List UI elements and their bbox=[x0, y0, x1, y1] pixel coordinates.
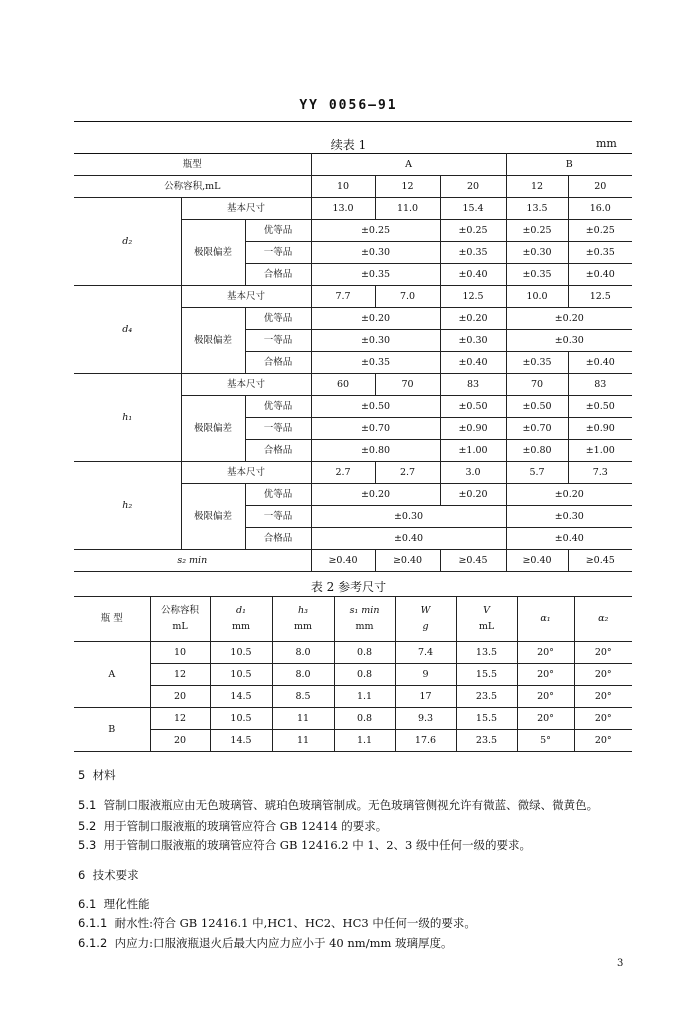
grade-label: 一等品 bbox=[245, 418, 311, 440]
value-cell: 7.0 bbox=[375, 286, 440, 308]
table-row bbox=[74, 198, 632, 220]
value-cell: 14.5 bbox=[210, 686, 272, 708]
header-cell: s₁ min mm bbox=[334, 597, 395, 642]
symbol-d4: d₄ bbox=[74, 286, 181, 374]
value-cell: 16.0 bbox=[568, 198, 632, 220]
value-cell: 12 bbox=[150, 664, 210, 686]
value-cell: ±0.35 bbox=[440, 242, 506, 264]
value-cell: 0.8 bbox=[334, 664, 395, 686]
value-cell: ±0.80 bbox=[311, 440, 440, 462]
value-cell: 12 bbox=[150, 708, 210, 730]
basic-size-label: 基本尺寸 bbox=[181, 286, 311, 308]
value-cell: ±0.40 bbox=[568, 352, 632, 374]
value-cell: 20 bbox=[150, 686, 210, 708]
value-cell: ±0.20 bbox=[311, 308, 440, 330]
header-cell: 瓶 型 bbox=[74, 597, 150, 642]
document-code: YY 0056—91 bbox=[299, 98, 398, 113]
symbol-h1: h₁ bbox=[74, 374, 181, 462]
value-cell: ±0.30 bbox=[506, 506, 632, 528]
table-row bbox=[74, 286, 632, 308]
section-5-3: 5.3 用于管制口服液瓶的玻璃管应符合 GB 12416.2 中 1、2、3 级中任何一级的要求。 bbox=[78, 838, 532, 852]
table-row bbox=[74, 550, 632, 572]
value-cell: 70 bbox=[375, 374, 440, 396]
section-5-heading: 5 材料 bbox=[78, 768, 116, 782]
table1 bbox=[74, 153, 632, 572]
bottle-type-cell: B bbox=[74, 708, 150, 752]
value-cell: ±0.40 bbox=[440, 352, 506, 374]
header-cell: 公称容积 mL bbox=[150, 597, 210, 642]
basic-size-label: 基本尺寸 bbox=[181, 374, 311, 396]
header-cell: α₂ bbox=[574, 597, 632, 642]
value-cell: 0.8 bbox=[334, 642, 395, 664]
value-cell: ±0.50 bbox=[440, 396, 506, 418]
limit-dev-label: 极限偏差 bbox=[181, 396, 245, 462]
value-cell: 70 bbox=[506, 374, 568, 396]
symbol-h2: h₂ bbox=[74, 462, 181, 550]
type-b-header: B bbox=[506, 154, 632, 176]
capacity-cell: 20 bbox=[440, 176, 506, 198]
value-cell: 9.3 bbox=[395, 708, 456, 730]
value-cell: 7.4 bbox=[395, 642, 456, 664]
value-cell: ±0.50 bbox=[568, 396, 632, 418]
value-cell: 5.7 bbox=[506, 462, 568, 484]
value-cell: ≥0.40 bbox=[311, 550, 375, 572]
value-cell: ±0.30 bbox=[506, 330, 632, 352]
table-row bbox=[74, 708, 632, 730]
value-cell: ±0.35 bbox=[311, 264, 440, 286]
value-cell: ±0.30 bbox=[506, 242, 568, 264]
value-cell: 17.6 bbox=[395, 730, 456, 752]
capacity-cell: 20 bbox=[568, 176, 632, 198]
value-cell: 13.0 bbox=[311, 198, 375, 220]
value-cell: ±0.90 bbox=[568, 418, 632, 440]
value-cell: 20° bbox=[517, 708, 574, 730]
table-header-row bbox=[74, 597, 632, 642]
value-cell: 0.8 bbox=[334, 708, 395, 730]
value-cell: 14.5 bbox=[210, 730, 272, 752]
grade-label: 合格品 bbox=[245, 264, 311, 286]
table2-caption: 表 2 参考尺寸 bbox=[310, 580, 387, 594]
value-cell: ±0.30 bbox=[440, 330, 506, 352]
value-cell: 8.0 bbox=[272, 642, 334, 664]
value-cell: 15.5 bbox=[456, 708, 517, 730]
value-cell: ±0.20 bbox=[506, 308, 632, 330]
value-cell: 13.5 bbox=[456, 642, 517, 664]
value-cell: 11 bbox=[272, 708, 334, 730]
value-cell: 15.4 bbox=[440, 198, 506, 220]
value-cell: ≥0.40 bbox=[375, 550, 440, 572]
value-cell: ±0.20 bbox=[311, 484, 440, 506]
value-cell: ±0.50 bbox=[311, 396, 440, 418]
value-cell: 8.5 bbox=[272, 686, 334, 708]
value-cell: ±0.40 bbox=[506, 528, 632, 550]
value-cell: 1.1 bbox=[334, 730, 395, 752]
table-row bbox=[74, 176, 632, 198]
grade-label: 一等品 bbox=[245, 506, 311, 528]
grade-label: 优等品 bbox=[245, 484, 311, 506]
value-cell: 20° bbox=[517, 642, 574, 664]
value-cell: 20° bbox=[574, 730, 632, 752]
grade-label: 优等品 bbox=[245, 396, 311, 418]
table-row bbox=[74, 686, 632, 708]
table-row bbox=[74, 664, 632, 686]
bottle-type-cell: A bbox=[74, 642, 150, 708]
value-cell: 5° bbox=[517, 730, 574, 752]
grade-label: 合格品 bbox=[245, 528, 311, 550]
value-cell: 20° bbox=[574, 664, 632, 686]
value-cell: ±0.25 bbox=[568, 220, 632, 242]
value-cell: 10.5 bbox=[210, 642, 272, 664]
grade-label: 合格品 bbox=[245, 352, 311, 374]
value-cell: ≥0.45 bbox=[568, 550, 632, 572]
section-6-1-2: 6.1.2 内应力:口服液瓶退火后最大内应力应小于 40 nm/mm 玻璃厚度。 bbox=[78, 936, 453, 950]
table-row bbox=[74, 154, 632, 176]
limit-dev-label: 极限偏差 bbox=[181, 484, 245, 550]
value-cell: 23.5 bbox=[456, 686, 517, 708]
capacity-label: 公称容积,mL bbox=[74, 176, 311, 198]
grade-label: 合格品 bbox=[245, 440, 311, 462]
value-cell: 11 bbox=[272, 730, 334, 752]
value-cell: 13.5 bbox=[506, 198, 568, 220]
value-cell: ±0.30 bbox=[311, 330, 440, 352]
value-cell: ±0.30 bbox=[311, 506, 506, 528]
header-cell: h₃ mm bbox=[272, 597, 334, 642]
capacity-cell: 10 bbox=[311, 176, 375, 198]
grade-label: 一等品 bbox=[245, 330, 311, 352]
table-row bbox=[74, 462, 632, 484]
page-number: 3 bbox=[617, 958, 624, 969]
grade-label: 优等品 bbox=[245, 308, 311, 330]
value-cell: ±0.20 bbox=[440, 484, 506, 506]
value-cell: ±0.35 bbox=[568, 242, 632, 264]
value-cell: 8.0 bbox=[272, 664, 334, 686]
table1-caption: 续表 1 bbox=[330, 138, 367, 152]
value-cell: 20° bbox=[517, 686, 574, 708]
value-cell: 10.5 bbox=[210, 708, 272, 730]
limit-dev-label: 极限偏差 bbox=[181, 220, 245, 286]
basic-size-label: 基本尺寸 bbox=[181, 462, 311, 484]
value-cell: ±0.40 bbox=[440, 264, 506, 286]
value-cell: ≥0.45 bbox=[440, 550, 506, 572]
value-cell: ±0.80 bbox=[506, 440, 568, 462]
value-cell: ±0.35 bbox=[311, 352, 440, 374]
value-cell: ±0.90 bbox=[440, 418, 506, 440]
value-cell: ±0.35 bbox=[506, 264, 568, 286]
grade-label: 一等品 bbox=[245, 242, 311, 264]
value-cell: 10 bbox=[150, 642, 210, 664]
value-cell: 2.7 bbox=[311, 462, 375, 484]
value-cell: 60 bbox=[311, 374, 375, 396]
basic-size-label: 基本尺寸 bbox=[181, 198, 311, 220]
table-row bbox=[74, 642, 632, 664]
header-cell: α₁ bbox=[517, 597, 574, 642]
value-cell: ±0.70 bbox=[311, 418, 440, 440]
value-cell: ±0.40 bbox=[311, 528, 506, 550]
value-cell: 20° bbox=[517, 664, 574, 686]
value-cell: 3.0 bbox=[440, 462, 506, 484]
header-cell: d₁ mm bbox=[210, 597, 272, 642]
header-cell: V mL bbox=[456, 597, 517, 642]
value-cell: 15.5 bbox=[456, 664, 517, 686]
section-5-2: 5.2 用于管制口服液瓶的玻璃管应符合 GB 12414 的要求。 bbox=[78, 819, 388, 833]
value-cell: 11.0 bbox=[375, 198, 440, 220]
value-cell: ±0.30 bbox=[311, 242, 440, 264]
grade-label: 优等品 bbox=[245, 220, 311, 242]
symbol-s2min: s₂ min bbox=[74, 550, 311, 572]
value-cell: 7.7 bbox=[311, 286, 375, 308]
table2 bbox=[74, 596, 632, 752]
value-cell: 2.7 bbox=[375, 462, 440, 484]
value-cell: 12.5 bbox=[440, 286, 506, 308]
table-row bbox=[74, 730, 632, 752]
header-cell: W g bbox=[395, 597, 456, 642]
value-cell: ±0.40 bbox=[568, 264, 632, 286]
capacity-cell: 12 bbox=[375, 176, 440, 198]
value-cell: 20 bbox=[150, 730, 210, 752]
value-cell: ±0.20 bbox=[506, 484, 632, 506]
value-cell: ±0.50 bbox=[506, 396, 568, 418]
value-cell: 20° bbox=[574, 686, 632, 708]
section-6-1: 6.1 理化性能 bbox=[78, 897, 150, 911]
symbol-d2: d₂ bbox=[74, 198, 181, 286]
value-cell: 7.3 bbox=[568, 462, 632, 484]
value-cell: ±0.70 bbox=[506, 418, 568, 440]
value-cell: 10.5 bbox=[210, 664, 272, 686]
table1-unit: mm bbox=[596, 137, 617, 150]
value-cell: ±1.00 bbox=[440, 440, 506, 462]
value-cell: 83 bbox=[568, 374, 632, 396]
value-cell: 12.5 bbox=[568, 286, 632, 308]
limit-dev-label: 极限偏差 bbox=[181, 308, 245, 374]
value-cell: 9 bbox=[395, 664, 456, 686]
value-cell: ±0.35 bbox=[506, 352, 568, 374]
section-6-heading: 6 技术要求 bbox=[78, 868, 139, 882]
capacity-cell: 12 bbox=[506, 176, 568, 198]
section-5-1: 5.1 管制口服液瓶应由无色玻璃管、琥珀色玻璃管制成。无色玻璃管侧视允许有微蓝、微绿、微黄色。 bbox=[78, 798, 599, 812]
value-cell: ±0.25 bbox=[311, 220, 440, 242]
value-cell: 17 bbox=[395, 686, 456, 708]
value-cell: ±0.25 bbox=[506, 220, 568, 242]
value-cell: 10.0 bbox=[506, 286, 568, 308]
value-cell: ±0.25 bbox=[440, 220, 506, 242]
value-cell: 83 bbox=[440, 374, 506, 396]
value-cell: 20° bbox=[574, 708, 632, 730]
value-cell: 1.1 bbox=[334, 686, 395, 708]
section-6-1-1: 6.1.1 耐水性:符合 GB 12416.1 中,HC1、HC2、HC3 中任何一级的要求。 bbox=[78, 916, 476, 930]
value-cell: 23.5 bbox=[456, 730, 517, 752]
value-cell: ±0.20 bbox=[440, 308, 506, 330]
header-rule bbox=[74, 121, 632, 122]
table-row bbox=[74, 374, 632, 396]
value-cell: 20° bbox=[574, 642, 632, 664]
value-cell: ≥0.40 bbox=[506, 550, 568, 572]
value-cell: ±1.00 bbox=[568, 440, 632, 462]
bottle-type-label: 瓶型 bbox=[74, 154, 311, 176]
type-a-header: A bbox=[311, 154, 506, 176]
